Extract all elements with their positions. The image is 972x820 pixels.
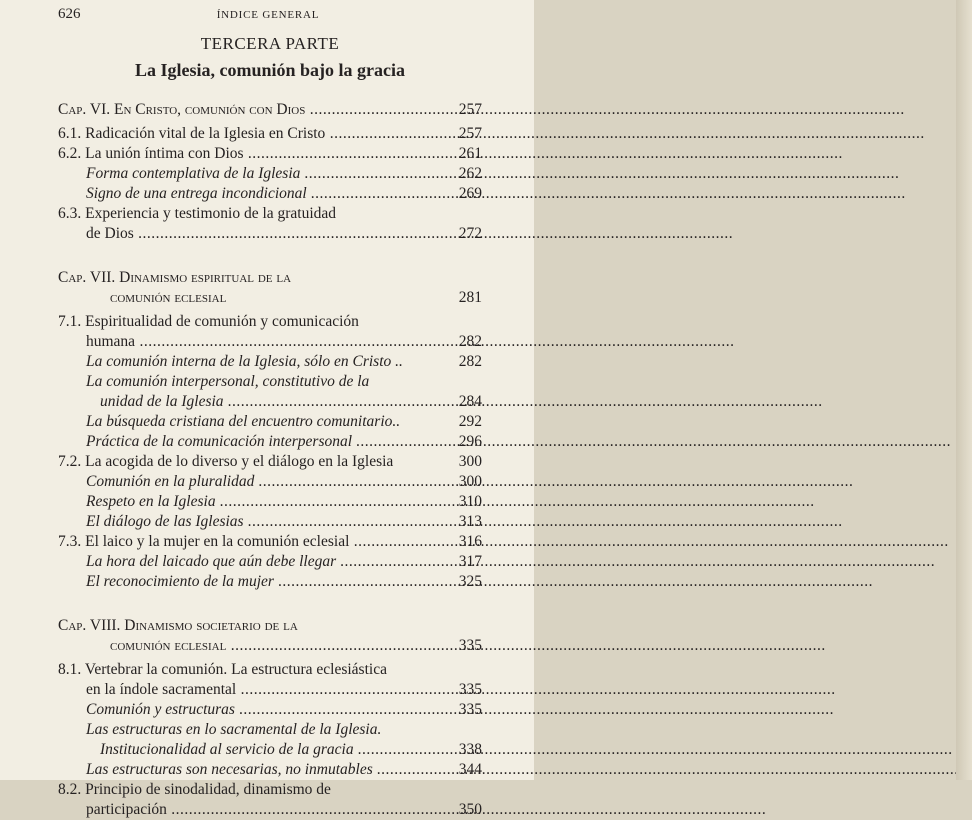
toc-entry-page: 335	[458, 637, 482, 654]
toc-entry-title: 6.3. Experiencia y testimonio de la gratuidad	[58, 205, 337, 222]
toc-subsection	[58, 432, 482, 452]
toc-subsection	[58, 372, 482, 392]
toc-entry-title: Cap. VII. Dinamismo espiritual de la	[58, 269, 292, 286]
toc-entry-title-cont: de Dios .....	[86, 224, 418, 244]
toc-entry-title: Respeto en la Iglesia .....	[86, 492, 418, 512]
toc-entry-page: 300	[458, 473, 482, 490]
toc-subsection	[58, 760, 482, 780]
toc-entry-page: 310	[458, 493, 482, 510]
toc-chapter-8	[58, 616, 482, 636]
toc-chapter-8-cont	[58, 636, 482, 656]
toc-entry-title: El reconocimiento de la mujer .....	[86, 572, 418, 592]
page-number: 626	[58, 6, 81, 22]
toc-entry-title-cont: unidad de la Iglesia .....	[100, 392, 390, 412]
toc-entry-title-cont: comunión eclesial	[110, 289, 227, 306]
toc-entry-title: Las estructuras son necesarias, no inmutables .....	[86, 760, 418, 780]
toc-entry-title-cont: humana .....	[86, 332, 418, 352]
toc-entry-page: 313	[458, 513, 482, 530]
toc-section-6-2	[58, 144, 482, 164]
toc-entry-title: 7.2. La acogida de lo diverso y el diálogo en la Iglesia	[58, 453, 394, 470]
toc-entry-title: 7.3. El laico y la mujer en la comunión eclesial .....	[58, 532, 420, 552]
toc-entry-title-cont: comunión eclesial .....	[110, 636, 400, 656]
toc-section-7-3	[58, 532, 482, 552]
toc-entry-title: Signo de una entrega incondicional .....	[86, 184, 418, 204]
toc-section-6-1	[58, 124, 482, 144]
toc-entry-page: 281	[458, 289, 482, 306]
toc-subsection	[58, 512, 482, 532]
toc-subsection	[58, 164, 482, 184]
toc-entry-page: 300	[458, 453, 482, 470]
toc-entry-title: 8.2. Principio de sinodalidad, dinamismo de	[58, 781, 331, 798]
toc-entry-page: 257	[458, 101, 482, 118]
toc-section-7-2	[58, 452, 482, 472]
toc-section-7-1	[58, 312, 482, 332]
toc-entry-page: 350	[458, 801, 482, 818]
toc-entry-title: Práctica de la comunicación interpersonal .....	[86, 432, 418, 452]
toc-entry-page: 325	[458, 573, 482, 590]
toc-entry-title-cont: Institucionalidad al servicio de la gracia .....	[100, 740, 432, 760]
toc-section-8-1	[58, 660, 482, 680]
toc-entry-title-cont: participación .....	[86, 800, 418, 820]
toc-entry-page: 335	[458, 701, 482, 718]
toc-subsection	[58, 472, 482, 492]
toc-entry-page: 292	[458, 413, 482, 430]
toc-subsection	[58, 352, 482, 372]
toc-subsection	[58, 412, 482, 432]
toc-chapter-6	[58, 100, 482, 120]
toc-section-8-2	[58, 780, 482, 800]
toc-section-8-1-cont	[58, 680, 482, 700]
toc-section-8-2-cont	[58, 800, 482, 820]
toc-subsection-cont	[58, 740, 482, 760]
toc-subsection	[58, 552, 482, 572]
toc-entry-page: 272	[458, 225, 482, 242]
part-title: TERCERA PARTE	[200, 34, 340, 53]
toc-subsection	[58, 184, 482, 204]
toc-entry-page: 338	[458, 741, 482, 758]
toc-subsection	[58, 492, 482, 512]
toc-section-7-1-cont	[58, 332, 482, 352]
toc-entry-title: Cap. VIII. Dinamismo societario de la	[58, 617, 298, 634]
toc-entry-title: 8.1. Vertebrar la comunión. La estructura eclesiástica	[58, 661, 387, 678]
toc-chapter-7	[58, 268, 482, 288]
toc-subsection	[58, 700, 482, 720]
toc-subsection-cont	[58, 392, 482, 412]
toc-entry-page: 316	[458, 533, 482, 550]
toc-entry-title: Cap. VI. En Cristo, comunión con Dios .....	[58, 100, 403, 120]
toc-entry-title: La búsqueda cristiana del encuentro comunitario..	[86, 413, 401, 430]
toc-entry-page: 296	[458, 433, 482, 450]
toc-entry-title: Comunión y estructuras .....	[86, 700, 418, 720]
toc-entry-page: 317	[458, 553, 482, 570]
toc-entry-title: 7.1. Espiritualidad de comunión y comunicación	[58, 313, 359, 330]
toc-entry-title: Forma contemplativa de la Iglesia .....	[86, 164, 418, 184]
adjacent-page-edge	[956, 0, 972, 780]
part-subtitle: La Iglesia, comunión bajo la gracia	[134, 60, 405, 80]
toc-entry-page: 284	[458, 393, 482, 410]
toc-entry-page: 257	[458, 125, 482, 142]
toc-entry-page: 344	[458, 761, 482, 778]
toc-entry-page: 282	[458, 353, 482, 370]
toc-entry-title: 6.2. La unión íntima con Dios .....	[58, 144, 403, 164]
toc-entry-page: 282	[458, 333, 482, 350]
table-of-contents	[58, 100, 482, 820]
toc-entry-title: Las estructuras en lo sacramental de la Iglesia.	[86, 721, 382, 738]
toc-entry-page: 269	[458, 185, 482, 202]
running-title: ÍNDICE GENERAL	[216, 9, 320, 21]
toc-entry-title: 6.1. Radicación vital de la Iglesia en Cristo .....	[58, 124, 403, 144]
toc-entry-title: La comunión interpersonal, constitutivo de la	[86, 373, 370, 390]
toc-entry-title: Comunión en la pluralidad .....	[86, 472, 418, 492]
toc-entry-page: 261	[458, 145, 482, 162]
toc-section-6-3	[58, 204, 482, 224]
toc-entry-page: 335	[458, 681, 482, 698]
toc-entry-title: La hora del laicado que aún debe llegar .....	[86, 552, 418, 572]
toc-subsection	[58, 720, 482, 740]
toc-chapter-7-cont	[58, 288, 482, 308]
toc-subsection	[58, 572, 482, 592]
toc-entry-title: La comunión interna de la Iglesia, sólo en Cristo ..	[86, 353, 403, 370]
toc-entry-page: 262	[458, 165, 482, 182]
toc-entry-title: El diálogo de las Iglesias .....	[86, 512, 418, 532]
toc-entry-title-cont: en la índole sacramental .....	[86, 680, 418, 700]
toc-section-6-3-cont	[58, 224, 482, 244]
